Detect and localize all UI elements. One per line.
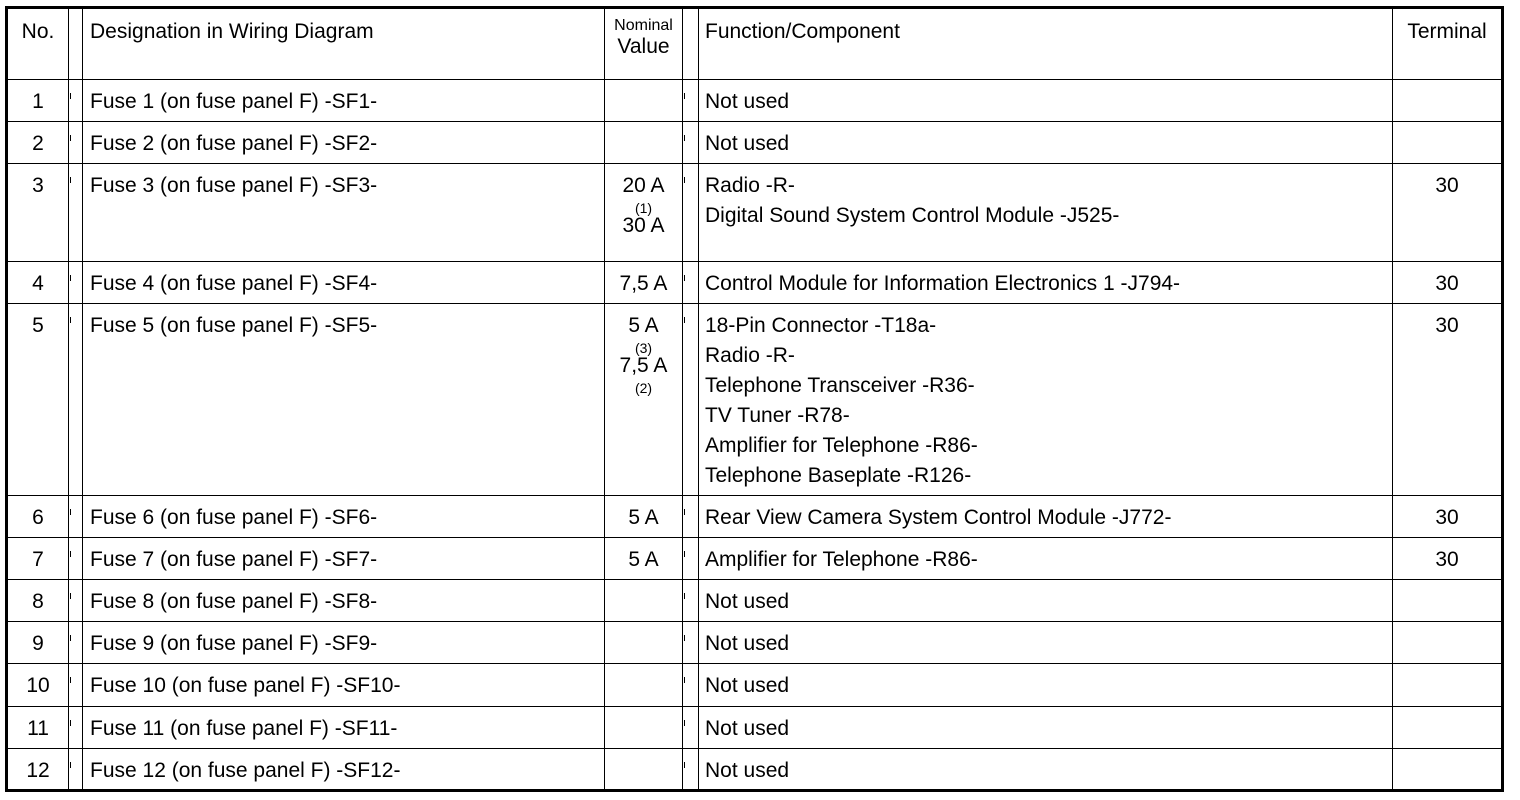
table-row: [7, 538, 1503, 580]
cell-no: 7: [7, 538, 69, 580]
function-line: Rear View Camera System Control Module -J772-: [705, 506, 1172, 529]
cell-terminal: 30: [1393, 262, 1503, 304]
cell-spacer: [69, 538, 83, 580]
cell-spacer: [69, 580, 83, 622]
cell-function: [699, 538, 1393, 580]
table-row: [7, 164, 1503, 262]
tick-mark: [70, 762, 71, 768]
value-footnote: (1): [634, 200, 653, 216]
tick-mark: [70, 635, 71, 641]
cell-nominal-value: [605, 707, 683, 749]
cell-no: 1: [7, 80, 69, 122]
value-line: 5 A: [628, 548, 659, 571]
value-line: 5 A: [628, 314, 659, 337]
tick-mark: [684, 177, 685, 183]
tick-mark: [70, 593, 71, 599]
cell-function: [699, 622, 1393, 664]
cell-nominal-value: [605, 749, 683, 791]
cell-spacer: [69, 262, 83, 304]
tick-mark: [684, 275, 685, 281]
cell-terminal: 30: [1393, 164, 1503, 262]
table-body: [7, 80, 1503, 791]
cell-nominal-value: [605, 538, 683, 580]
cell-designation: Fuse 8 (on fuse panel F) -SF8-: [83, 580, 605, 622]
cell-designation: Fuse 12 (on fuse panel F) -SF12-: [83, 749, 605, 791]
value-line: 7,5 A: [619, 272, 668, 295]
table-row: [7, 664, 1503, 707]
cell-spacer: [69, 496, 83, 538]
cell-function: [699, 496, 1393, 538]
cell-spacer: [69, 707, 83, 749]
tick-mark: [70, 720, 71, 726]
function-line: Not used: [705, 132, 790, 155]
cell-terminal: [1393, 664, 1503, 707]
tick-mark: [70, 509, 71, 515]
cell-terminal: 30: [1393, 538, 1503, 580]
function-line: Telephone Transceiver -R36-: [705, 374, 975, 397]
fuse-assignment-table: [5, 6, 1504, 792]
cell-spacer: [683, 580, 699, 622]
cell-nominal-value: [605, 496, 683, 538]
cell-spacer: [69, 122, 83, 164]
header-nominal-value: [605, 8, 683, 80]
cell-terminal: 30: [1393, 496, 1503, 538]
function-line: TV Tuner -R78-: [705, 404, 850, 427]
cell-no: 6: [7, 496, 69, 538]
cell-nominal-value: [605, 80, 683, 122]
tick-mark: [70, 275, 71, 281]
cell-spacer: [683, 749, 699, 791]
cell-designation: Fuse 7 (on fuse panel F) -SF7-: [83, 538, 605, 580]
cell-designation: Fuse 9 (on fuse panel F) -SF9-: [83, 622, 605, 664]
cell-function: [699, 304, 1393, 496]
cell-terminal: [1393, 580, 1503, 622]
function-line: Not used: [705, 90, 790, 113]
cell-nominal-value: [605, 304, 683, 496]
function-line: Not used: [705, 717, 790, 740]
cell-spacer: [683, 262, 699, 304]
cell-designation: Fuse 4 (on fuse panel F) -SF4-: [83, 262, 605, 304]
table-row: [7, 622, 1503, 664]
tick-mark: [70, 93, 71, 99]
cell-no: 5: [7, 304, 69, 496]
cell-no: 8: [7, 580, 69, 622]
table-row: [7, 122, 1503, 164]
cell-designation: Fuse 6 (on fuse panel F) -SF6-: [83, 496, 605, 538]
cell-nominal-value: [605, 164, 683, 262]
cell-function: [699, 122, 1393, 164]
table-row: [7, 262, 1503, 304]
cell-designation: Fuse 11 (on fuse panel F) -SF11-: [83, 707, 605, 749]
cell-spacer: [683, 707, 699, 749]
tick-mark: [70, 135, 71, 141]
header-designation: Designation in Wiring Diagram: [83, 8, 605, 80]
cell-spacer: [69, 664, 83, 707]
function-line: Radio -R-: [705, 174, 795, 197]
table-row: [7, 580, 1503, 622]
cell-function: [699, 262, 1393, 304]
cell-spacer: [683, 538, 699, 580]
cell-nominal-value: [605, 262, 683, 304]
value-line: 20 A: [622, 174, 665, 197]
cell-no: 2: [7, 122, 69, 164]
cell-terminal: [1393, 749, 1503, 791]
cell-spacer: [683, 122, 699, 164]
cell-spacer: [683, 664, 699, 707]
cell-designation: Fuse 5 (on fuse panel F) -SF5-: [83, 304, 605, 496]
value-line: 30 A: [622, 214, 665, 237]
header-spacer: [69, 8, 83, 80]
function-line: Not used: [705, 674, 790, 697]
header-terminal: Terminal: [1393, 8, 1503, 80]
function-line: Not used: [705, 759, 790, 782]
cell-no: 10: [7, 664, 69, 707]
tick-mark: [70, 677, 71, 683]
cell-function: [699, 664, 1393, 707]
table-row: [7, 304, 1503, 496]
cell-terminal: [1393, 122, 1503, 164]
cell-terminal: [1393, 80, 1503, 122]
header-value: Value: [617, 35, 670, 58]
cell-spacer: [69, 164, 83, 262]
cell-spacer: [69, 80, 83, 122]
tick-mark: [684, 762, 685, 768]
cell-spacer: [683, 304, 699, 496]
cell-terminal: [1393, 707, 1503, 749]
tick-mark: [684, 720, 685, 726]
function-line: Amplifier for Telephone -R86-: [705, 434, 978, 457]
table-row: [7, 496, 1503, 538]
cell-designation: Fuse 10 (on fuse panel F) -SF10-: [83, 664, 605, 707]
cell-spacer: [69, 749, 83, 791]
cell-terminal: [1393, 622, 1503, 664]
value-footnote: (3): [634, 340, 653, 356]
cell-spacer: [683, 496, 699, 538]
tick-mark: [684, 93, 685, 99]
cell-no: 9: [7, 622, 69, 664]
value-line: 7,5 A: [619, 354, 668, 377]
cell-designation: Fuse 2 (on fuse panel F) -SF2-: [83, 122, 605, 164]
cell-spacer: [683, 80, 699, 122]
tick-mark: [70, 177, 71, 183]
cell-terminal: 30: [1393, 304, 1503, 496]
cell-nominal-value: [605, 664, 683, 707]
function-line: 18-Pin Connector -T18a-: [705, 314, 937, 337]
cell-nominal-value: [605, 580, 683, 622]
tick-mark: [684, 135, 685, 141]
table-row: [7, 749, 1503, 791]
tick-mark: [684, 317, 685, 323]
function-line: Digital Sound System Control Module -J525-: [705, 204, 1120, 227]
function-line: Telephone Baseplate -R126-: [705, 464, 972, 487]
cell-spacer: [69, 622, 83, 664]
cell-function: [699, 80, 1393, 122]
cell-function: [699, 580, 1393, 622]
cell-function: [699, 707, 1393, 749]
cell-designation: Fuse 3 (on fuse panel F) -SF3-: [83, 164, 605, 262]
tick-mark: [684, 635, 685, 641]
tick-mark: [684, 551, 685, 557]
header-nominal: Nominal: [614, 17, 673, 34]
cell-spacer: [683, 622, 699, 664]
cell-no: 3: [7, 164, 69, 262]
function-line: Amplifier for Telephone -R86-: [705, 548, 978, 571]
header-no: No.: [7, 8, 69, 80]
value-line: 5 A: [628, 506, 659, 529]
function-line: Not used: [705, 590, 790, 613]
tick-mark: [70, 317, 71, 323]
cell-nominal-value: [605, 122, 683, 164]
cell-spacer: [69, 304, 83, 496]
cell-nominal-value: [605, 622, 683, 664]
tick-mark: [684, 509, 685, 515]
table-header-row: [7, 8, 1503, 80]
table-row: [7, 80, 1503, 122]
value-footnote: (2): [634, 380, 653, 396]
cell-function: [699, 164, 1393, 262]
header-function: Function/Component: [699, 8, 1393, 80]
function-line: Radio -R-: [705, 344, 795, 367]
function-line: Control Module for Information Electronics 1 -J794-: [705, 272, 1181, 295]
cell-designation: Fuse 1 (on fuse panel F) -SF1-: [83, 80, 605, 122]
cell-no: 12: [7, 749, 69, 791]
cell-spacer: [683, 164, 699, 262]
tick-mark: [684, 593, 685, 599]
cell-function: [699, 749, 1393, 791]
header-spacer: [683, 8, 699, 80]
cell-no: 11: [7, 707, 69, 749]
table-row: [7, 707, 1503, 749]
cell-no: 4: [7, 262, 69, 304]
tick-mark: [684, 677, 685, 683]
tick-mark: [70, 551, 71, 557]
function-line: Not used: [705, 632, 790, 655]
